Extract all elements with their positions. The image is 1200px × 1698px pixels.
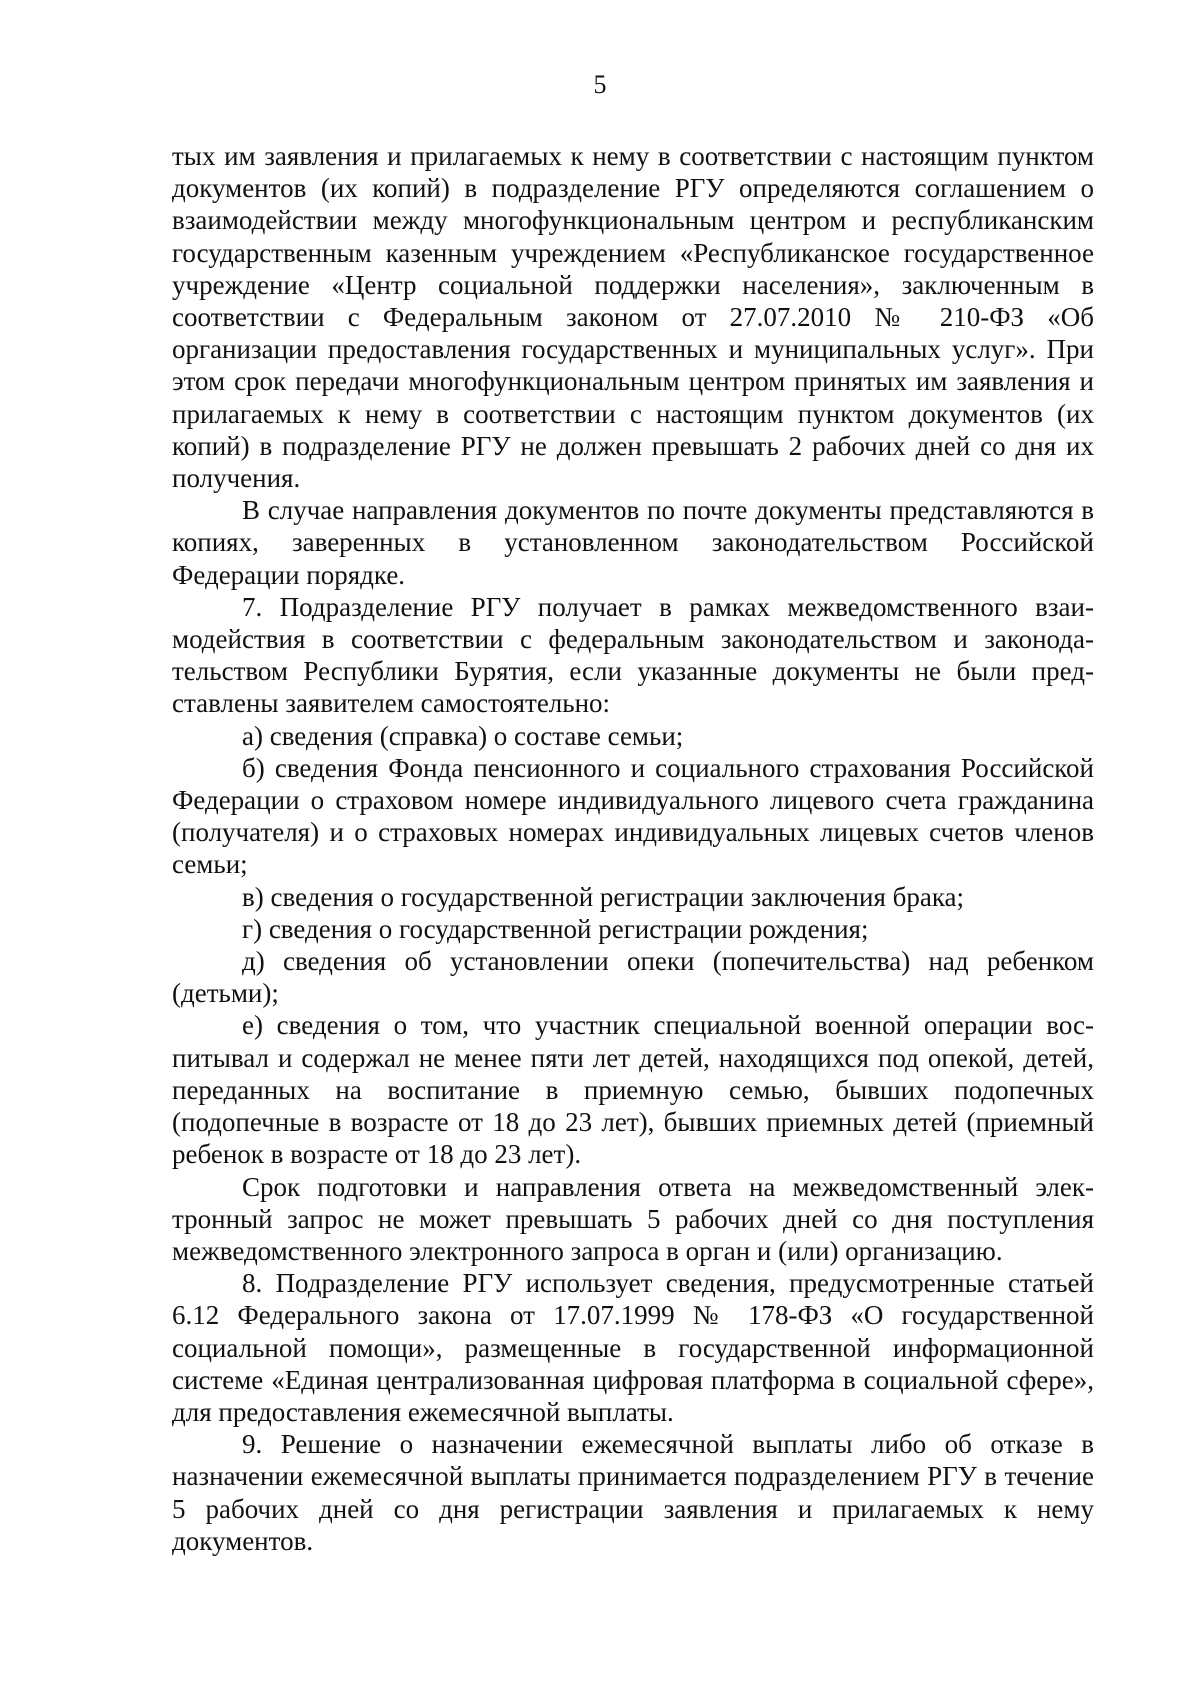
paragraph-response-term: Срок подготовки и направления ответа на межведомственный электронный запрос не может превышать 5 рабочих дней со дня поступления межведомственного электронного запроса в орган и (или) организацию. (172, 1171, 1094, 1266)
paragraph-item-8: 8. Подразделение РГУ использует сведения, предусмотренные статьей 6.12 Федерального закона от 17.07.1999 № 178-ФЗ «О государственной социальной помощи», размещенные в государственной информационной системе «Единая централизованная цифровая платформа в социальной сфере», для предоставления ежемесячной выплаты. (172, 1268, 1094, 1427)
document-body (172, 140, 1094, 1557)
paragraph-continuation: тых им заявления и прилагаемых к нему в соответствии с настоящим пунктом документов (их копий) в подразделение РГУ определяются соглашением о взаимодействии между многофункциональным центром и республиканским государственным казенным учреждением «Республиканское государственное учреждение «Центр социальной поддержки населения», заключенным в соответствии с Федеральным законом от 27.07.2010 № 210-ФЗ «Об организации предоставления государственных и муниципальных услуг». При этом срок передачи многофункциональным центром принятых им заявления и прилагаемых к нему в соответствии с настоящим пунктом документов (их копий) в подразделение РГУ не должен превышать 2 рабочих дней со дня их получения. (172, 141, 1094, 494)
page-number: 5 (593, 70, 607, 99)
list-item-g: г) сведения о государственной регистрации рождения; (242, 913, 869, 944)
list-item-d: д) сведения об установлении опеки (попечительства) над ребенком (детьми); (172, 946, 1094, 1009)
paragraph-item-7: 7. Подразделение РГУ получает в рамках межведомственного взаимодействия в соответствии с федеральным законодательством и законодательством Республики Бурятия, если указанные документы не были представлены заявителем самостоятельно: (172, 591, 1094, 719)
paragraph-item-9: 9. Решение о назначении ежемесячной выплаты либо об отказе в назначении ежемесячной выплаты принимается подразделением РГУ в течение 5 рабочих дней со дня регистрации заявления и прилагаемых к нему документов. (172, 1429, 1094, 1556)
list-item-a: а) сведения (справка) о составе семьи; (242, 720, 684, 751)
list-item-e: е) сведения о том, что участник специальной военной операции воспитывал и содержал не менее пяти лет детей, находящихся под опекой, детей, переданных на воспитание в приемную семью, бывших подопечных (подопечные в возрасте от 18 до 23 лет), бывших приемных детей (приемный ребенок в возрасте от 18 до 23 лет). (172, 1010, 1094, 1170)
list-item-v: в) сведения о государственной регистрации заключения брака; (242, 881, 965, 912)
list-item-b: б) сведения Фонда пенсионного и социального страхования Российской Федерации о страховом номере индивидуального лицевого счета гражданина (получателя) и о страховых номерах индивидуальных лицевых счетов членов семьи; (172, 752, 1094, 880)
paragraph-mail-copies: В случае направления документов по почте документы представляются в копиях, заверенных в установленном законодательством Российской Федерации порядке. (172, 495, 1094, 590)
